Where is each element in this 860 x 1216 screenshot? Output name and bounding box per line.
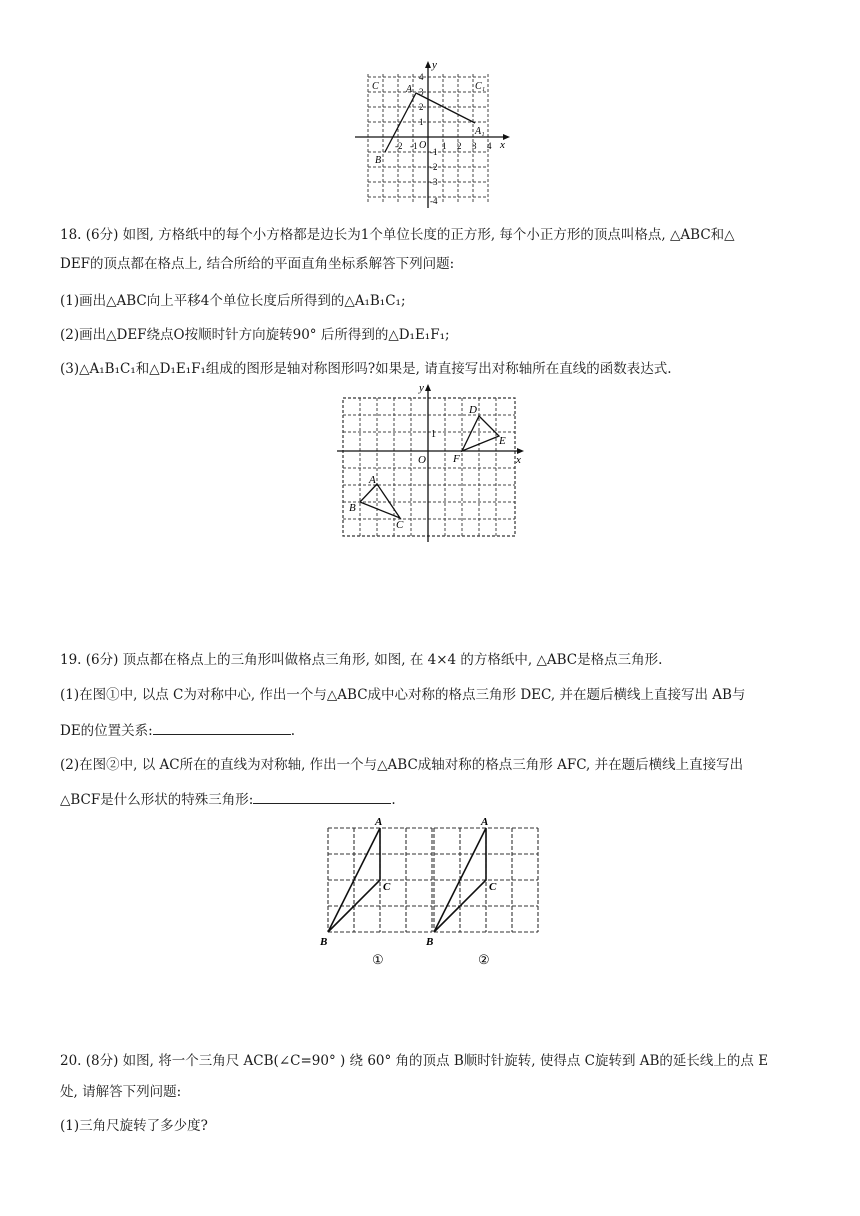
q18-tick-1: 1 xyxy=(431,429,436,440)
q19-fig2-point-a: A xyxy=(481,816,489,828)
q19-part1-line2 xyxy=(60,720,295,740)
q18-grid xyxy=(343,398,515,536)
q20-stem-line1: 20. (8分) 如图, 将一个三角尺 ACB(∠C=90° ) 绕 60° 角的顶点 B顺时针旋转, 使得点 C旋转到 AB的延长线上的点 E xyxy=(60,1053,769,1069)
q17-point-a: A xyxy=(406,84,413,95)
q18-point-c: C xyxy=(396,519,404,531)
q19-period: . xyxy=(290,723,296,739)
q19-part2-line2 xyxy=(60,789,396,809)
q18-triangle-def xyxy=(462,416,499,451)
q18-part3: (3)△A₁B₁C₁和△D₁E₁F₁组成的图形是轴对称图形吗?如果是, 请直接写出对称轴所在直线的函数表达式. xyxy=(60,361,672,377)
q19-answer-blank-1[interactable] xyxy=(153,720,291,735)
q18-origin-label: O xyxy=(418,454,426,466)
q17-ytick: -1 xyxy=(430,147,438,157)
q17-y-label: y xyxy=(432,59,437,71)
q20-stem-line2: 处, 请解答下列问题: xyxy=(60,1084,182,1100)
q19-part2-text: △BCF是什么形状的特殊三角形: xyxy=(60,792,254,808)
q18-x-label: x xyxy=(516,454,521,466)
q17-ytick: -3 xyxy=(430,177,438,187)
q17-segment-aa1 xyxy=(416,93,475,123)
q18-y-arrow xyxy=(425,384,431,391)
q18-point-e: E xyxy=(499,435,506,447)
q19-figure-2 xyxy=(424,814,544,969)
q18-grid-frame xyxy=(343,398,515,536)
q19-fig2-label: ② xyxy=(478,952,490,967)
q17-point-a1: A₁ xyxy=(475,126,485,137)
q17-ytick: 1 xyxy=(419,117,424,127)
q19-part1-line1: (1)在图①中, 以点 C为对称中心, 作出一个与△ABC成中心对称的格点三角形 DEC, 并在题后横线上直接写出 AB与 xyxy=(60,687,746,703)
q19-fig1-point-b: B xyxy=(320,936,328,948)
q19-answer-blank-2[interactable] xyxy=(253,789,391,804)
q18-coordinate-figure xyxy=(333,380,533,545)
q17-ytick: -4 xyxy=(430,196,438,206)
q17-xtick: 4 xyxy=(487,141,492,151)
q17-point-c1: C₁ xyxy=(475,81,486,92)
q17-origin-label: O xyxy=(419,140,427,151)
q17-ytick: 4 xyxy=(419,72,424,82)
q17-xtick: 2 xyxy=(457,141,462,151)
q19-period: . xyxy=(391,792,396,808)
q17-ytick: -2 xyxy=(430,162,438,172)
q18-point-f: F xyxy=(453,453,460,465)
q17-x-label: x xyxy=(500,139,505,151)
q18-stem-line1: 18. (6分) 如图, 方格纸中的每个小方格都是边长为1个单位长度的正方形, 每个小正方形的顶点叫格点, △ABC和△ xyxy=(60,227,735,243)
q19-fig1-point-c: C xyxy=(383,881,391,893)
q19-figure-1 xyxy=(318,814,438,969)
q18-point-a: A xyxy=(369,474,376,486)
q19-fig2-point-b: B xyxy=(426,936,434,948)
q17-point-b: B xyxy=(375,155,382,166)
q17-xtick: -1 xyxy=(410,141,418,151)
q17-ytick: 3 xyxy=(419,87,424,97)
q20-part1: (1)三角尺旋转了多少度? xyxy=(60,1118,208,1134)
q19-part2-line1: (2)在图②中, 以 AC所在的直线为对称轴, 作出一个与△ABC成轴对称的格点三角形 AFC, 并在题后横线上直接写出 xyxy=(60,757,744,773)
q19-fig1-label: ① xyxy=(372,952,384,967)
q19-fig2-point-c: C xyxy=(489,881,497,893)
q19-part1-text: DE的位置关系: xyxy=(60,723,153,739)
q17-point-c: C xyxy=(372,81,379,92)
q17-ytick: 2 xyxy=(419,102,424,112)
q18-stem-line2: DEF的顶点都在格点上, 结合所给的平面直角坐标系解答下列问题: xyxy=(60,256,455,272)
q18-part1: (1)画出△ABC向上平移4个单位长度后所得到的△A₁B₁C₁; xyxy=(60,293,406,309)
q18-point-b: B xyxy=(349,502,356,514)
q19-fig1-point-a: A xyxy=(375,816,383,828)
q18-part2: (2)画出△DEF绕点O按顺时针方向旋转90° 后所得到的△D₁E₁F₁; xyxy=(60,327,450,343)
q18-point-d: D xyxy=(469,404,477,416)
q17-coordinate-figure xyxy=(350,56,520,216)
q17-y-arrow xyxy=(425,61,431,68)
q19-stem: 19. (6分) 顶点都在格点上的三角形叫做格点三角形, 如图, 在 4×4 的方格纸中, △ABC是格点三角形. xyxy=(60,652,663,668)
q17-xtick: 1 xyxy=(442,141,447,151)
q18-y-label: y xyxy=(419,382,424,394)
q17-xtick: 3 xyxy=(472,141,477,151)
q17-xtick: -2 xyxy=(395,141,403,151)
